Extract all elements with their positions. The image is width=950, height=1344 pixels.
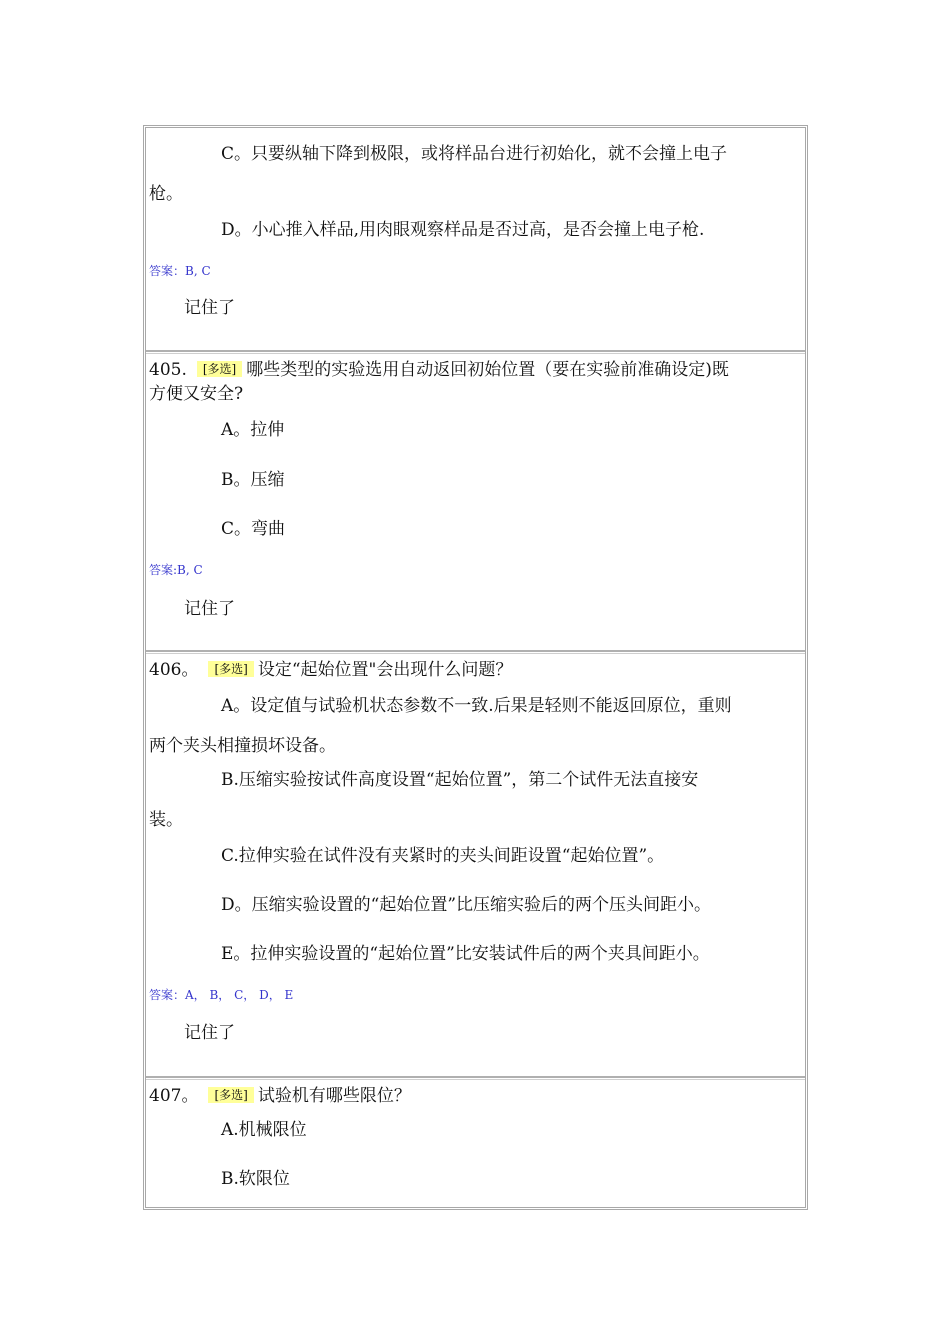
answer-text: 答案：A， B， C， D， E (149, 988, 294, 1002)
option-d: D。压缩实验设置的“起始位置”比压缩实验后的两个压头间距小。 (221, 895, 712, 915)
question-number: 405. (149, 360, 187, 380)
question-list-frame (143, 125, 808, 1210)
question-separator (146, 350, 805, 354)
answer-text: 答案:B, C (149, 563, 203, 577)
question-text-line1: 哪些类型的实验选用自动返回初始位置（要在实验前准确设定)既 (246, 360, 729, 380)
question-separator (146, 650, 805, 654)
question-number: 407。 (149, 1086, 199, 1106)
option-e: E。拉伸实验设置的“起始位置”比安装试件后的两个夹具间距小。 (221, 944, 710, 964)
option-b-line1: B.压缩实验按试件高度设置“起始位置”，第二个试件无法直接安 (221, 770, 699, 790)
multi-select-tag: [多选] (208, 1087, 253, 1103)
option-c: C.拉伸实验在试件没有夹紧时的夹头间距设置“起始位置”。 (221, 846, 665, 866)
question-text: 试验机有哪些限位？ (257, 1086, 411, 1106)
remember-link[interactable]: 记住了 (184, 298, 235, 318)
option-c: C。弯曲 (221, 519, 286, 539)
option-b: B。压缩 (221, 470, 285, 490)
question-header (149, 660, 512, 680)
option-a: A。拉伸 (221, 420, 285, 440)
question-separator (146, 1076, 805, 1080)
question-text: 设定“起始位置"会出现什么问题？ (257, 660, 513, 680)
multi-select-tag: [多选] (208, 661, 253, 677)
option-b: B.软限位 (221, 1169, 290, 1189)
remember-link[interactable]: 记住了 (184, 599, 235, 619)
option-a-line2: 两个夹头相撞损坏设备。 (149, 736, 336, 756)
option-a: A.机械限位 (221, 1120, 307, 1140)
question-header (149, 1086, 411, 1106)
option-b-line2: 装。 (149, 810, 183, 830)
multi-select-tag: [多选] (197, 361, 242, 377)
remember-link[interactable]: 记住了 (184, 1023, 235, 1043)
question-header (149, 360, 729, 380)
answer-text: 答案：B, C (149, 264, 211, 278)
option-c-line1: C。只要纵轴下降到极限，或将样品台进行初始化，就不会撞上电子 (221, 144, 728, 164)
question-number: 406。 (149, 660, 199, 680)
option-a-line1: A。设定值与试验机状态参数不一致.后果是轻则不能返回原位，重则 (221, 696, 732, 716)
option-c-line2: 枪。 (149, 184, 183, 204)
question-text-line2: 方便又安全? (149, 384, 244, 404)
option-d: D。小心推入样品,用肉眼观察样品是否过高，是否会撞上电子枪. (221, 220, 705, 240)
